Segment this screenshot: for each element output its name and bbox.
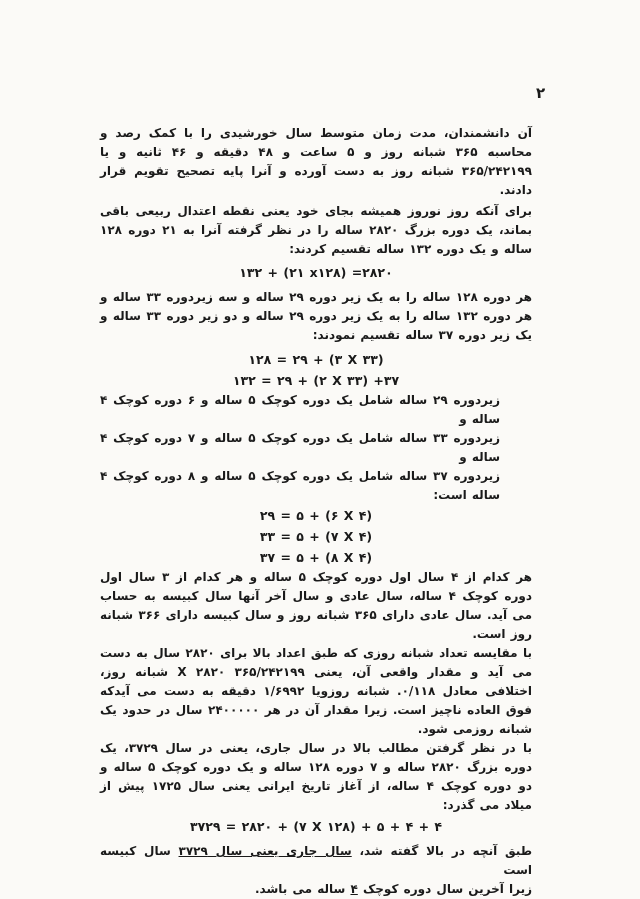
paragraph-conclusion-1	[100, 842, 532, 880]
paragraph-subcycles: هر دوره ۱۲۸ ساله را به یک زیر دوره ۲۹ ساله و سه زیردوره ۳۳ ساله و هر دوره ۱۳۲ ساله را به یک زیر دوره ۲۹ ساله و دو زیر دوره ۳۳ ساله و یک زیر دوره ۳۷ ساله تقسیم نمودند:	[100, 290, 533, 342]
equation-2820: ۱۳۲ + (۲۱ x۱۲۸) =۲۸۲۰	[239, 265, 393, 280]
subcycle-33-line: زیردوره ۳۳ ساله شامل یک دوره کوچک ۵ ساله و ۷ دوره کوچک ۴ ساله و	[100, 431, 500, 464]
paragraph-conclusion-2	[100, 880, 532, 899]
subcycle-29-line: زیردوره ۲۹ ساله شامل یک دوره کوچک ۵ ساله و ۶ دوره کوچک ۴ ساله و	[100, 393, 500, 426]
page-body	[100, 124, 532, 899]
conclusion-underlined-text: سال جاری یعنی سال ۳۷۲۹	[178, 844, 352, 858]
conclusion2-text-after: ساله می باشد.	[254, 882, 346, 896]
conclusion2-underlined-number: ۴	[350, 882, 358, 896]
conclusion2-text-before: زیرا آخرین سال دوره کوچک	[363, 882, 532, 896]
paragraph-leap-rule: هر کدام از ۴ سال اول دوره کوچک ۵ ساله و هر کدام از ۳ سال اول دوره کوچک ۴ ساله، سال عادی و سال آخر آنها سال کبیسه به حساب می آید. سال عادی دارای ۳۶۵ شبانه روز و سال کبیسه دارای ۳۶۶ شبانه روز است.	[100, 570, 533, 641]
paragraph-solar-year: آن دانشمندان، مدت زمان متوسط سال خورشیدی را با کمک رصد و محاسبه ۳۶۵ شبانه روز و ۵ ساعت و ۴۸ دقیقه و ۴۶ ثانیه و یا ۳۶۵/۲۴۲۱۹۹ شبانه روز به دست آورده و آنرا پایه تصحیح تقویم قرار دادند.	[100, 126, 533, 197]
equation-132: ۱۳۲ = ۲۹ + (۲ X ۳۳) +۳۷	[232, 373, 400, 388]
equation-128: ۱۲۸ = ۲۹ + (۳ X ۳۳)	[248, 352, 384, 367]
conclusion-text-after: سال کبیسه است	[100, 844, 532, 877]
equation-33: ۳۳ = ۵ + (۷ X ۴)	[259, 529, 373, 544]
paragraph-accuracy: با مقایسه تعداد شبانه روزی که طبق اعداد بالا برای ۲۸۲۰ سال به دست می آید و مقدار واقعی آن، یعنی ۳۶۵/۲۴۲۱۹۹ X ۲۸۲۰ شبانه روز، اختلافی معادل ۰/۱۱۸. شبانه روزویا ۱/۶۹۹۲ دقیقه به دست می آیدکه فوق العاده ناچیز است. زیرا مقدار آن در هر ۲۴۰۰۰۰۰ سال در حدود یک شبانه روزمی شود.	[100, 646, 533, 736]
equation-37: ۳۷ = ۵ + (۸ X ۴)	[259, 550, 373, 565]
page-number: ۲	[536, 84, 546, 102]
paragraph-great-cycle: برای آنکه روز نوروز همیشه بجای خود یعنی نقطه اعتدال ربیعی باقی بماند، یک دوره بزرگ ۲۸۲۰ ساله را در نظر گرفته آنرا به ۲۱ دوره ۱۲۸ ساله و یک دوره ۱۳۲ ساله تقسیم کردند:	[100, 204, 533, 256]
subcycle-37-line: زیردوره ۳۷ ساله شامل یک دوره کوچک ۵ ساله و ۸ دوره کوچک ۴ ساله است:	[100, 469, 500, 502]
equation-29: ۲۹ = ۵ + (۶ X ۴)	[259, 508, 373, 523]
paragraph-current-year: با در نظر گرفتن مطالب بالا در سال جاری، یعنی در سال ۳۷۲۹، یک دوره بزرگ ۲۸۲۰ ساله و ۷ دوره ۱۲۸ ساله و یک دوره کوچک ۵ ساله و دو دوره کوچک ۴ ساله، از آغاز تاریخ ایرانی یعنی سال ۱۷۲۵ پیش از میلاد می گذرد:	[100, 741, 533, 812]
conclusion-text-before: طبق آنچه در بالا گفته شد،	[359, 844, 532, 858]
equation-3729: ۳۷۲۹ = ۲۸۲۰ + (۷ X ۱۲۸) + ۵ + ۴ + ۴	[189, 819, 443, 834]
